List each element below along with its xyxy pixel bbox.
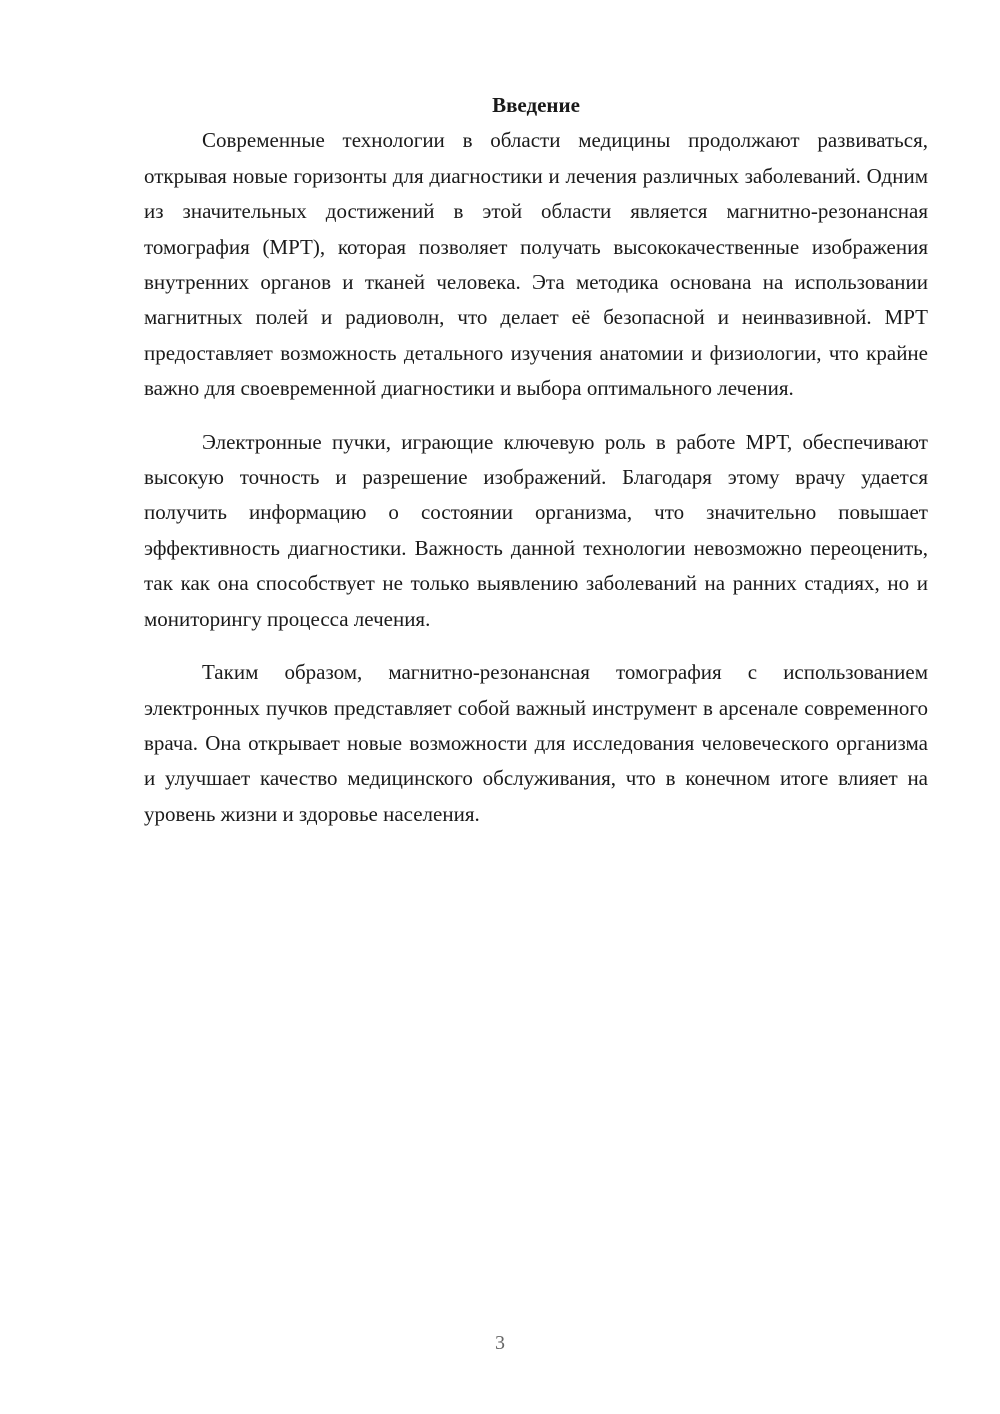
paragraph-2: Электронные пучки, играющие ключевую роль в работе МРТ, обеспечивают высокую точность и разрешение изображений. Благодаря этому врачу удается получить информацию о состоянии организма, что значительно повышает эффективность диагностики. Важность данной технологии невозможно переоценить, так как она способствует не только выявлению заболеваний на ранних стадиях, но и мониторингу процесса лечения. — [144, 429, 928, 631]
page-number: 3 — [495, 1332, 505, 1354]
document-body — [144, 88, 928, 832]
section-heading: Введение — [492, 93, 580, 117]
paragraph-3: Таким образом, магнитно-резонансная томография с использованием электронных пучков представляет собой важный инструмент в арсенале современного врача. Она открывает новые возможности для исследования человеческого организма и улучшает качество медицинского обслуживания, что в конечном итоге влияет на уровень жизни и здоровье населения. — [144, 660, 928, 826]
paragraph-1: Современные технологии в области медицины продолжают развиваться, открывая новые горизонты для диагностики и лечения различных заболеваний. Одним из значительных достижений в этой области является магнитно-резонансная томография (МРТ), которая позволяет получать высококачественные изображения внутренних органов и тканей человека. Эта методика основана на использовании магнитных полей и радиоволн, что делает её безопасной и неинвазивной. МРТ предоставляет возможность детального изучения анатомии и физиологии, что крайне важно для своевременной диагностики и выбора оптимального лечения. — [144, 128, 928, 401]
